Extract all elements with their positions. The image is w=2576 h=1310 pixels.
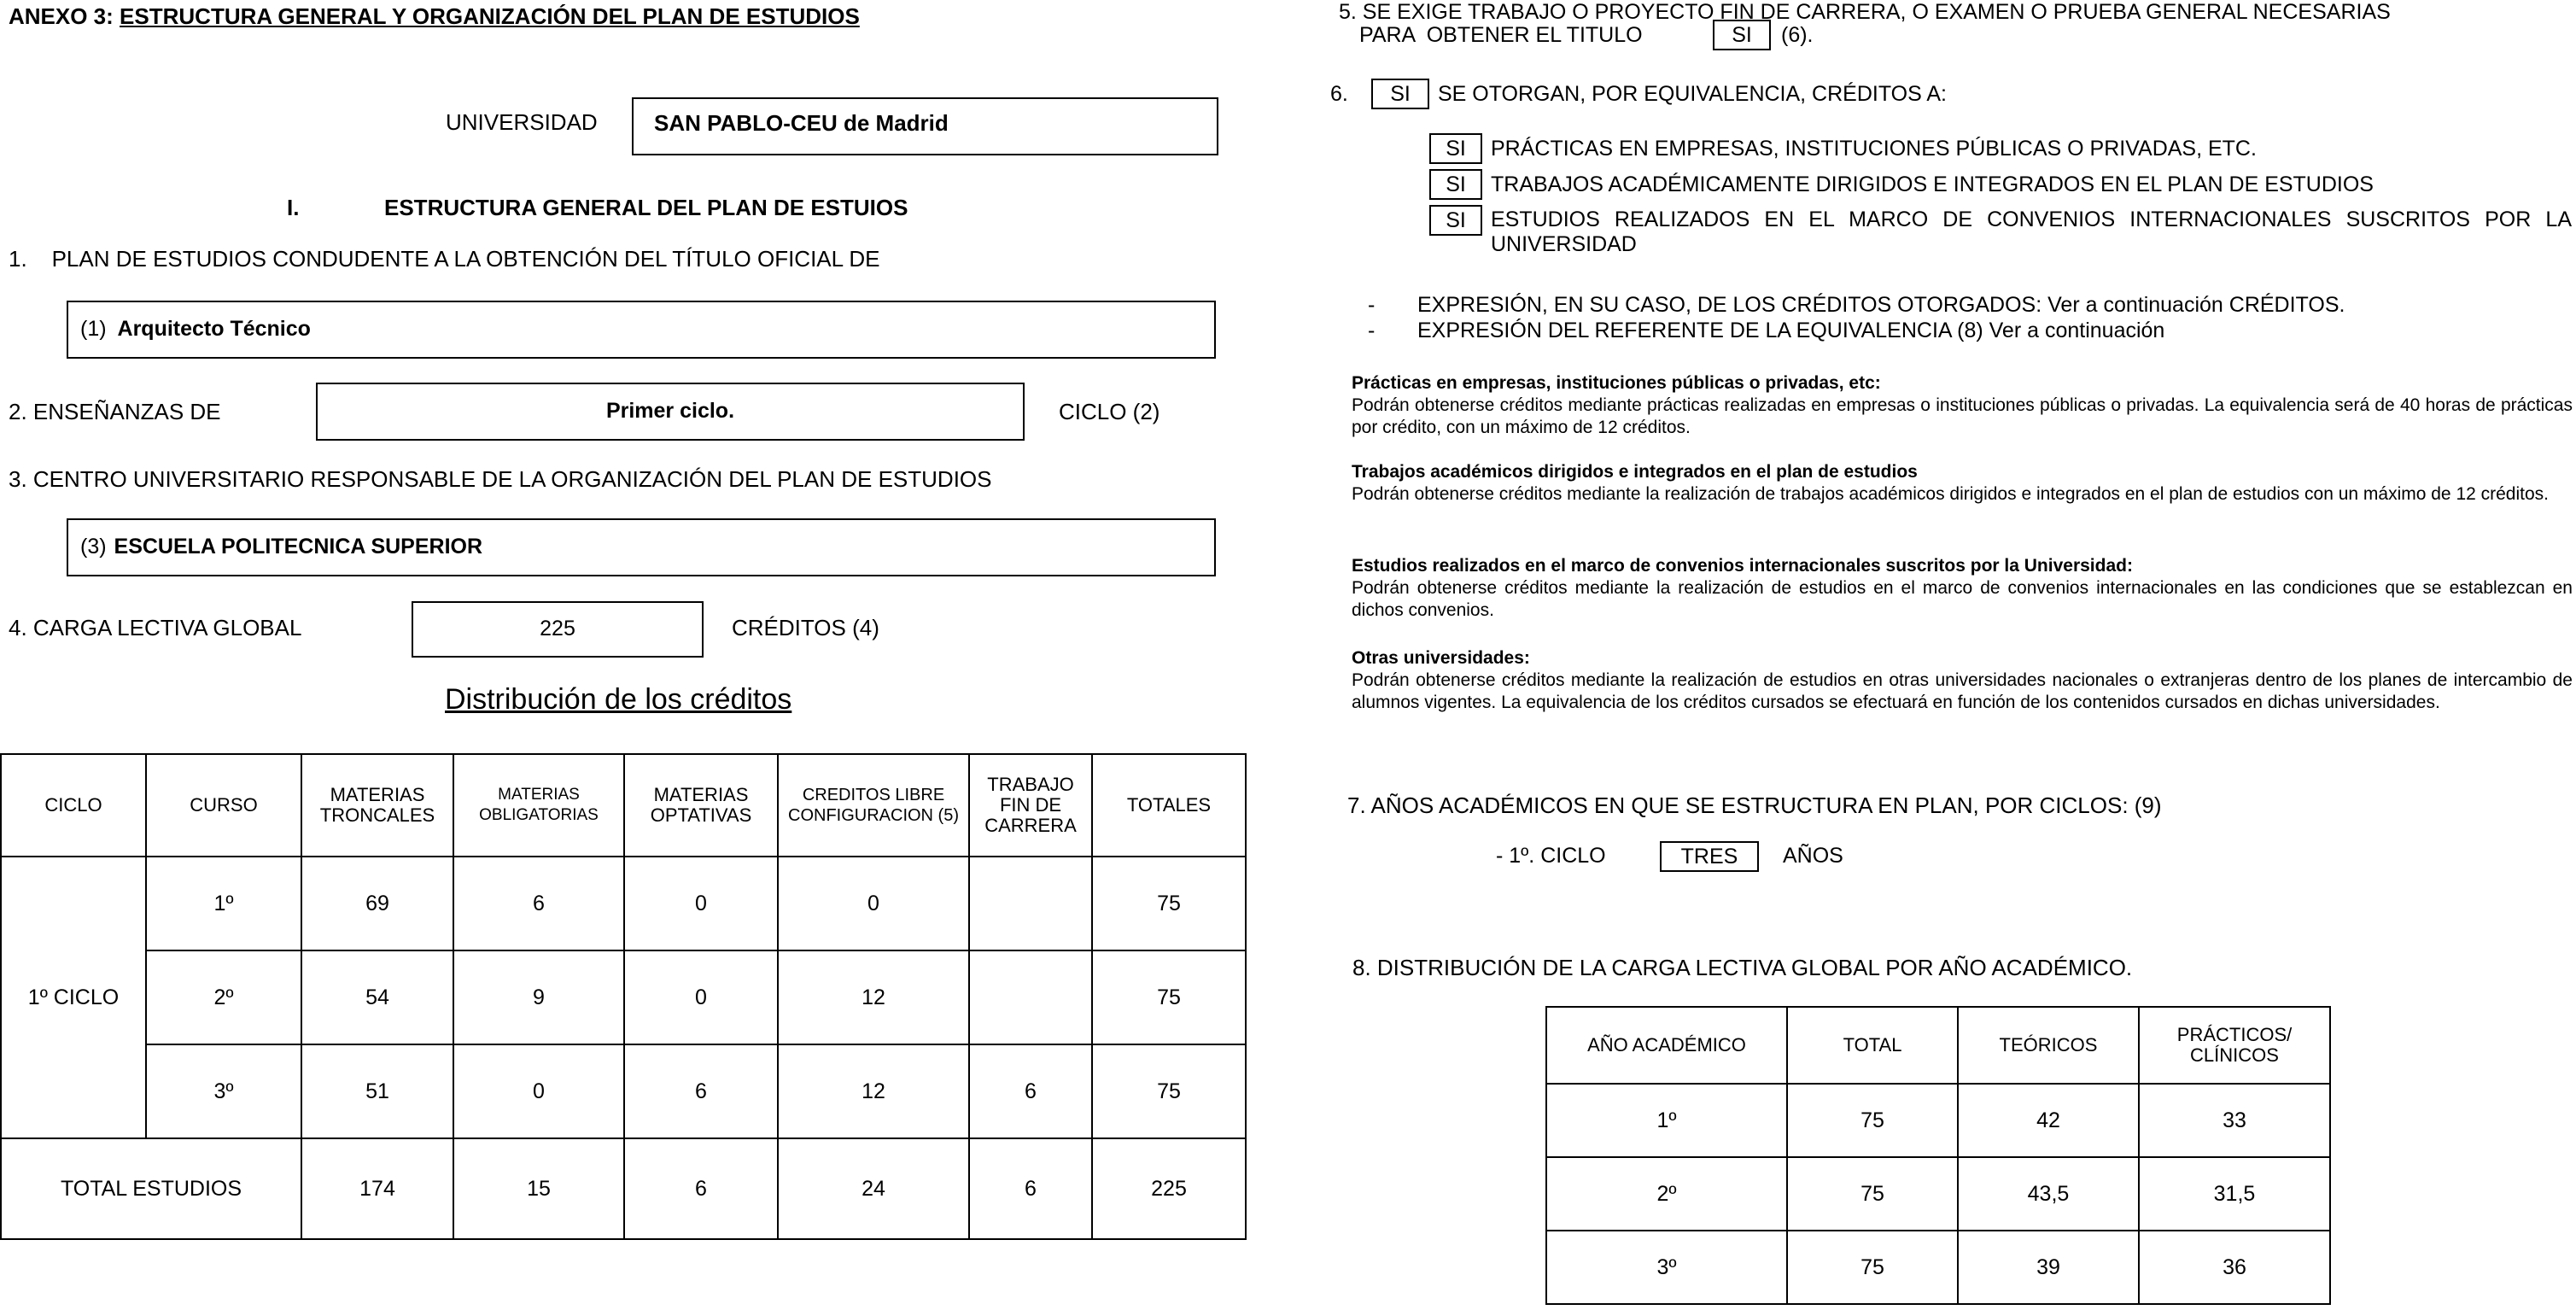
table-header-row [1546, 1007, 2330, 1084]
note-title: Estudios realizados en el marco de convenios internacionales suscritos por la Universidad: [1352, 556, 2133, 576]
table-cell: 12 [778, 950, 969, 1044]
item5-line2: PARA OBTENER EL TITULO [1359, 23, 1643, 47]
table-cell: 6 [969, 1044, 1092, 1138]
header-cell: AÑO ACADÉMICO [1546, 1007, 1787, 1084]
table-cell: 31,5 [2139, 1157, 2330, 1231]
section-number: I. [287, 195, 300, 220]
note-body: Podrán obtenerse créditos mediante la realización de estudios en el marco de convenios internacionales en las condiciones que se establezcan en dichos convenios. [1352, 578, 2573, 620]
table-cell [969, 950, 1092, 1044]
table-cell: 51 [301, 1044, 453, 1138]
table-cell: 75 [1092, 857, 1246, 950]
expression-text: EXPRESIÓN DEL REFERENTE DE LA EQUIVALENCIA (8) Ver a continuación [1417, 319, 2165, 342]
item4-value: 225 [540, 617, 575, 640]
dash: - [1368, 293, 1376, 317]
header-cell: CICLO [1, 754, 146, 857]
cycle-cell: 1º CICLO [1, 857, 146, 1138]
annex-heading [9, 3, 860, 30]
note-title: Prácticas en empresas, instituciones públicas o privadas, etc: [1352, 373, 1881, 393]
table-cell: 3º [1546, 1231, 1787, 1304]
table-cell: 39 [1958, 1231, 2139, 1304]
item4-suffix: CRÉDITOS (4) [732, 615, 879, 640]
annex-title: ESTRUCTURA GENERAL Y ORGANIZACIÓN DEL PLAN DE ESTUDIOS [120, 3, 860, 29]
item1-note: (1) [80, 317, 107, 341]
table-cell: 33 [2139, 1084, 2330, 1157]
table-cell: 42 [1958, 1084, 2139, 1157]
item5-note: (6). [1781, 23, 1814, 47]
option-text: ESTUDIOS REALIZADOS EN EL MARCO DE CONVENIOS INTERNACIONALES SUSCRITOS POR LA UNIVERSIDAD [1491, 208, 2572, 256]
item5-line1: 5. SE EXIGE TRABAJO O PROYECTO FIN DE CARRERA, O EXAMEN O PRUEBA GENERAL NECESARIAS [1339, 0, 2391, 24]
table-total-row [1, 1138, 1246, 1239]
table-cell: 3º [146, 1044, 301, 1138]
table-cell: 15 [453, 1138, 624, 1239]
table-cell: 6 [624, 1044, 778, 1138]
item1-box [67, 301, 1216, 359]
item3-box [67, 518, 1216, 576]
university-value: SAN PABLO-CEU de Madrid [654, 110, 949, 136]
dash: - [1368, 319, 1376, 342]
table-cell: 36 [2139, 1231, 2330, 1304]
academic-year-table [1545, 1006, 2331, 1305]
header-cell: MATERIAS OPTATIVAS [624, 754, 778, 857]
table-row [1546, 1157, 2330, 1231]
table-cell: 2º [146, 950, 301, 1044]
item4-box [412, 601, 704, 658]
expression-text: EXPRESIÓN, EN SU CASO, DE LOS CRÉDITOS OTORGADOS: Ver a continuación CRÉDITOS. [1417, 293, 2345, 317]
annex-prefix: ANEXO 3: [9, 3, 114, 29]
item2-suffix: CICLO (2) [1059, 399, 1160, 424]
option-answer-box: SI [1429, 169, 1482, 200]
table-row [1, 950, 1246, 1044]
item2-value: Primer ciclo. [605, 399, 735, 423]
table-cell: 0 [778, 857, 969, 950]
item3-text: 3. CENTRO UNIVERSITARIO RESPONSABLE DE LA ORGANIZACIÓN DEL PLAN DE ESTUDIOS [9, 466, 992, 492]
item6-answer-box: SI [1371, 79, 1429, 109]
section-title: ESTRUCTURA GENERAL DEL PLAN DE ESTUIOS [384, 195, 908, 220]
option-text: PRÁCTICAS EN EMPRESAS, INSTITUCIONES PÚBLICAS O PRIVADAS, ETC. [1491, 137, 2257, 161]
table-cell: 0 [624, 857, 778, 950]
option-answer-box: SI [1429, 133, 1482, 164]
table-cell: 1º [146, 857, 301, 950]
note-block [1352, 555, 2573, 622]
note-block [1352, 372, 2573, 439]
table-cell: 9 [453, 950, 624, 1044]
table-cell: 43,5 [1958, 1157, 2139, 1231]
distribution-title: Distribución de los créditos [445, 683, 792, 716]
header-cell: CURSO [146, 754, 301, 857]
table-cell: 54 [301, 950, 453, 1044]
table-cell: 0 [624, 950, 778, 1044]
table-cell: 12 [778, 1044, 969, 1138]
total-label-cell: TOTAL ESTUDIOS [1, 1138, 301, 1239]
item3-value: ESCUELA POLITECNICA SUPERIOR [114, 535, 483, 559]
header-cell: TOTALES [1092, 754, 1246, 857]
university-box [632, 97, 1218, 155]
header-cell: TOTAL [1787, 1007, 1958, 1084]
table-cell: 24 [778, 1138, 969, 1239]
table-cell: 6 [969, 1138, 1092, 1239]
table-row [1, 1044, 1246, 1138]
header-cell: PRÁCTICOS/ CLÍNICOS [2139, 1007, 2330, 1084]
note-title: Otras universidades: [1352, 648, 1530, 668]
note-block [1352, 461, 2573, 506]
option-text: TRABAJOS ACADÉMICAMENTE DIRIGIDOS E INTEGRADOS EN EL PLAN DE ESTUDIOS [1491, 173, 2374, 196]
item8-text: 8. DISTRIBUCIÓN DE LA CARGA LECTIVA GLOBAL POR AÑO ACADÉMICO. [1352, 955, 2133, 980]
item7-value-box: TRES [1660, 841, 1759, 872]
note-body: Podrán obtenerse créditos mediante la realización de trabajos académicos dirigidos e integrados en el plan de estudios con un máximo de 12 créditos. [1352, 484, 2549, 504]
option-answer-box: SI [1429, 205, 1482, 236]
table-cell: 225 [1092, 1138, 1246, 1239]
item6-text: SE OTORGAN, POR EQUIVALENCIA, CRÉDITOS A: [1438, 82, 1947, 106]
note-body: Podrán obtenerse créditos mediante prácticas realizadas en empresas o instituciones públicas o privadas. La equivalencia será de 40 horas de prácticas por crédito, con un máximo de 12 créditos. [1352, 395, 2573, 437]
item4-label: 4. CARGA LECTIVA GLOBAL [9, 615, 302, 640]
item7-cycle-label: - 1º. CICLO [1496, 844, 1606, 868]
table-cell: 75 [1092, 1044, 1246, 1138]
item6-number: 6. [1330, 82, 1348, 106]
item2-box [316, 383, 1025, 441]
table-row [1, 857, 1246, 950]
header-cell: TRABAJO FIN DE CARRERA [969, 754, 1092, 857]
item3-note: (3) [80, 535, 107, 559]
item7-text: 7. AÑOS ACADÉMICOS EN QUE SE ESTRUCTURA EN PLAN, POR CICLOS: (9) [1347, 792, 2162, 818]
table-row [1546, 1231, 2330, 1304]
table-cell [969, 857, 1092, 950]
university-label: UNIVERSIDAD [446, 109, 598, 135]
table-cell: 2º [1546, 1157, 1787, 1231]
table-cell: 75 [1787, 1084, 1958, 1157]
item7-suffix: AÑOS [1783, 844, 1843, 868]
note-block [1352, 647, 2573, 714]
item1-text: 1. PLAN DE ESTUDIOS CONDUDENTE A LA OBTENCIÓN DEL TÍTULO OFICIAL DE [9, 246, 880, 272]
table-cell: 1º [1546, 1084, 1787, 1157]
table-cell: 0 [453, 1044, 624, 1138]
credits-distribution-table [0, 753, 1247, 1240]
table-cell: 6 [453, 857, 624, 950]
table-cell: 75 [1787, 1231, 1958, 1304]
header-cell: MATERIAS TRONCALES [301, 754, 453, 857]
table-cell: 6 [624, 1138, 778, 1239]
table-header-row [1, 754, 1246, 857]
note-title: Trabajos académicos dirigidos e integrados en el plan de estudios [1352, 462, 1918, 482]
table-cell: 174 [301, 1138, 453, 1239]
item2-label: 2. ENSEÑANZAS DE [9, 399, 221, 424]
table-row [1546, 1084, 2330, 1157]
table-cell: 75 [1092, 950, 1246, 1044]
table-cell: 75 [1787, 1157, 1958, 1231]
item5-answer-box: SI [1713, 20, 1771, 50]
header-cell: TEÓRICOS [1958, 1007, 2139, 1084]
note-body: Podrán obtenerse créditos mediante la realización de estudios en otras universidades nacionales o extranjeras dentro de los planes de intercambio de alumnos vigentes. La equivalencia de los créditos cursados se efectuará en función de los contenidos cursados en dichas universidades. [1352, 670, 2573, 712]
header-cell: MATERIAS OBLIGATORIAS [453, 754, 624, 857]
item1-value: Arquitecto Técnico [117, 317, 311, 341]
header-cell: CREDITOS LIBRE CONFIGURACION (5) [778, 754, 969, 857]
table-cell: 69 [301, 857, 453, 950]
